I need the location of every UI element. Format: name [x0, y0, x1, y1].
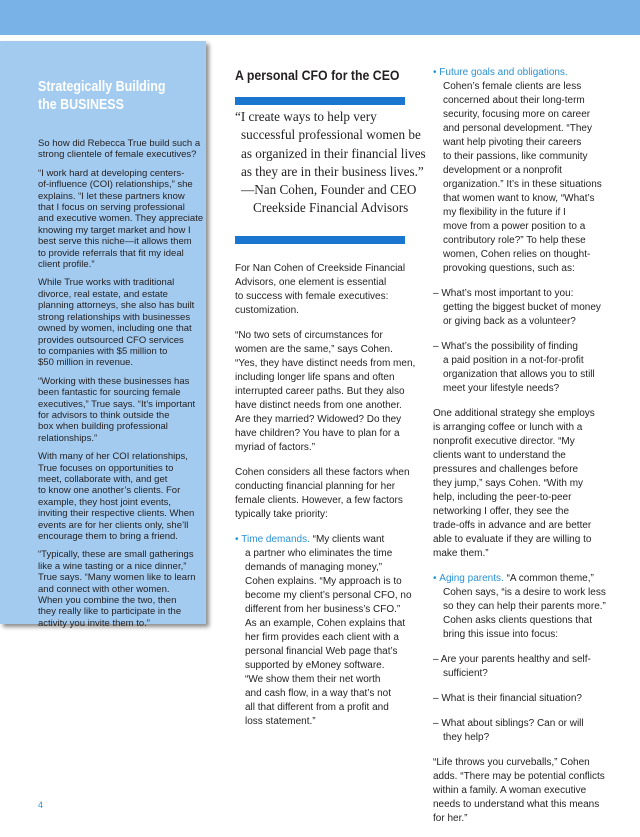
bullet-future-goals: • Future goals and obligations. Cohen’s female clients are less concerned about their long-term security, focusing more on career and personal development. “They want help pivoting their careers to their passions, like community development or a nonprofit organization.” It’s in these situations that women want to know, “What’s my flexibility in the future if I move from a power position to a contributory role?” To help these women, Cohen relies on thought- provoking questions, such as:	[433, 67, 602, 274]
bullet-time-demands: • Time demands. “My clients want a partner who eliminates the time demands of managing money,” Cohen explains. “My approach is to become my client’s personal CFO, no different from her business’s CFO.” As an example, Cohen explains that her firm provides each client with a personal financial Web page that’s supported by eMoney software. “We show them their net worth and cash flow, in a way that’s not all that different from a profit and loss statement.”	[235, 534, 412, 727]
bullet-aging-parents: • Aging parents. “A common theme,” Cohen says, “is a desire to work less so they can help their parents more.” Cohen asks clients questions that bring this issue into focus:	[433, 573, 606, 640]
body-paragraph: One additional strategy she employs is arranging coffee or lunch with a nonprofit executive director. “My clients want to understand the pressures and challenges before they jump,” says Cohen. “With my help, including the peer-to-peer networking I offer, they see the trade-offs in advance and are better able to evaluate if they are willing to make them.”	[433, 408, 595, 559]
sidebar-title: Strategically Building the BUSINESS	[38, 79, 166, 113]
dash-question: – What about siblings? Can or will they help?	[433, 718, 584, 743]
quote-attribution-company: Creekside Financial Advisors	[253, 200, 409, 216]
sidebar-paragraph: While True works with traditional divorce, real estate, and estate planning attorneys, she also has built strong relationships with businesses owned by women, including one that provides outsourced CFO services to companies with $5 million to $50 million in revenue.	[38, 277, 195, 369]
dash-question: – Are your parents healthy and self- sufficient?	[433, 654, 591, 679]
sidebar-paragraph: With many of her COI relationships, True focuses on opportunities to meet, collaborate with, and get to know one another’s clients. For example, they host joint events, inviting their respective clients. When events are for her clients only, she’ll encourage them to bring a friend.	[38, 451, 195, 542]
sidebar-paragraph: “Typically, these are small gatherings like a wine tasting or a nice dinner,” True says. “Many women like to learn and connect with other women. When you combine the two, then they really like to participate in the activity you invite them to.”	[38, 549, 196, 629]
quote-rule-bottom	[235, 236, 405, 244]
bullet-label: Future goals and obligations.	[439, 67, 568, 78]
sidebar-paragraph: So how did Rebecca True build such a strong clientele of female executives?	[38, 138, 201, 161]
sidebar-panel	[0, 41, 206, 629]
body-paragraph: Cohen considers all these factors when conducting financial planning for her female clients. However, a few factors typically take priority:	[235, 467, 410, 520]
middle-column	[235, 66, 426, 727]
dash-question: – What’s the possibility of finding a paid position in a not-for-profit organization that allows you to still meet your lifestyle needs?	[433, 341, 595, 394]
sidebar-body	[38, 138, 204, 629]
bullet-dot-icon: •	[235, 534, 239, 545]
dash-question: – What’s most important to you: getting the biggest bucket of money or giving back as a volunteer?	[433, 288, 601, 327]
dash-question: – What is their financial situation?	[433, 693, 582, 704]
bullet-dot-icon: •	[433, 67, 437, 78]
bullet-label: Time demands.	[241, 534, 310, 545]
body-paragraph: For Nan Cohen of Creekside Financial Advisors, one element is essential to success with female executives: customization.	[235, 263, 406, 316]
middle-body	[235, 262, 416, 740]
quote-attribution: —Nan Cohen, Founder and CEO	[241, 182, 417, 198]
top-color-band	[0, 0, 640, 35]
body-paragraph: “Life throws you curveballs,” Cohen adds. “There may be potential conflicts within a family. A woman executive needs to understand what this means for her.”	[433, 757, 605, 824]
article-title: A personal CFO for the CEO	[235, 67, 400, 83]
sidebar-paragraph: “Working with these businesses has been fantastic for sourcing female executives,” True says. “It’s important for advisors to think outside the box when building professional relationships.”	[38, 375, 196, 444]
right-column	[433, 66, 609, 837]
sidebar-paragraph: “I work hard at developing centers- of-influence (COI) relationships,” she explains. “I let these partners know that I focus on serving professional and executive women. They appreciate knowing my target market and how I best serve this niche—it allows them to provide referrals that fit my ideal client profile.”	[38, 167, 204, 271]
body-paragraph: “No two sets of circumstances for women are the same,” says Cohen. “Yes, they have distinct needs from men, including longer life spans and often interrupted career paths. But they also have distinct needs from one another. Are they married? Widowed? Do they have children? You have to plan for a myriad of factors.”	[235, 330, 416, 453]
pull-quote: “I create ways to help very successful professional women be as organized in their financial lives as they are in their business lives.” —Nan Cohen, Founder and CEO Creekside Financial Advisors	[235, 108, 411, 218]
bullet-dot-icon: •	[433, 573, 437, 584]
page-number: 4	[38, 800, 44, 810]
bullet-label: Aging parents.	[439, 573, 504, 584]
quote-rule-top	[235, 97, 405, 105]
